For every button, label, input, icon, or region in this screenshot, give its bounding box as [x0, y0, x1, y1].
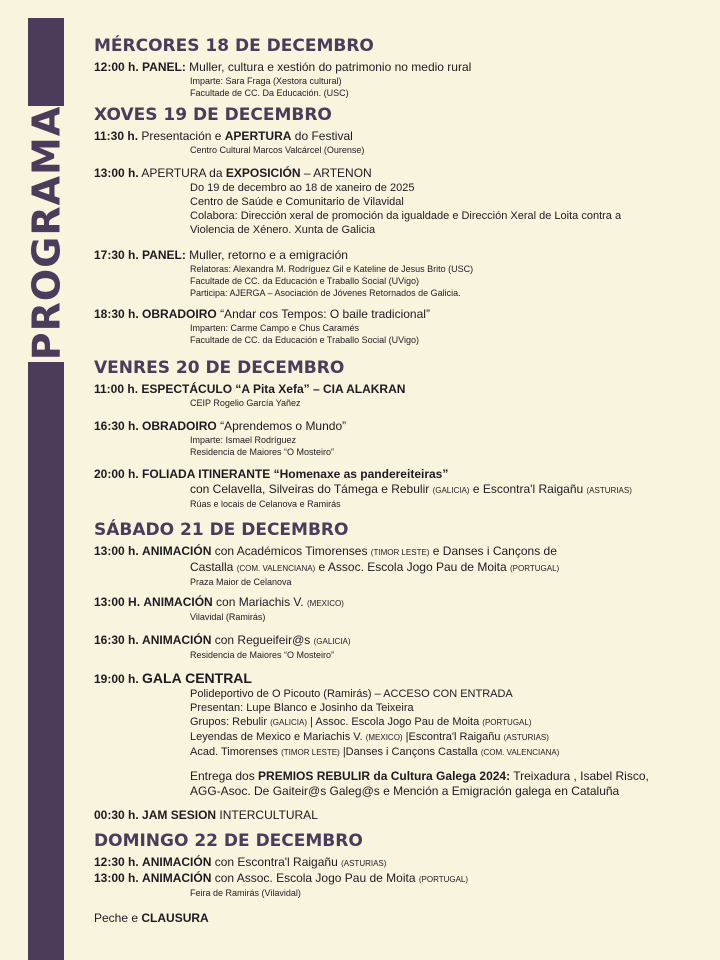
- region-tag: (COM. VALENCIANA): [236, 564, 316, 573]
- event-venue: Vilavidal (Ramirás): [190, 612, 266, 622]
- event-detail: Imparten: Carme Campo e Chus Caramés: [190, 323, 360, 333]
- event-detail: Do 19 de decembro ao 18 de xaneiro de 2025: [190, 182, 415, 194]
- event-time: 18:30 h.: [94, 307, 139, 321]
- day-heading-19: XOVES 19 DE DECEMBRO: [94, 105, 332, 125]
- event-time: 19:00 h.: [94, 672, 139, 686]
- event-detail: Centro de Saúde e Comunitario de Vilavidal: [190, 196, 404, 208]
- event-venue: Praza Maior de Celanova: [190, 577, 292, 587]
- text: Entrega dos: [190, 769, 259, 783]
- event-detail: Participa: AJERGA – Asociación de Jóvenes Retornados de Galicia.: [190, 288, 461, 298]
- text: |Escontra'l Raigañu: [402, 731, 504, 743]
- event-21-2: [94, 595, 704, 623]
- event-time: 20:00 h.: [94, 467, 139, 481]
- text: Leyendas de Mexico e Mariachis V.: [190, 731, 366, 743]
- event-venue: CEIP Rogelio García Yañez: [190, 398, 301, 408]
- event-time: 17:30 h.: [94, 248, 139, 262]
- text: Grupos: Rebulir: [190, 716, 271, 728]
- event-title: “Aprendemos o Mundo”: [220, 419, 347, 433]
- text: |Danses i Cançons Castalla: [339, 746, 481, 758]
- event-kind: PANEL:: [142, 60, 186, 74]
- event-time: 13:00 H.: [94, 595, 141, 609]
- event-kind: ANIMACIÓN: [143, 595, 213, 609]
- event-groups: [94, 715, 704, 730]
- event-time: 12:30 h.: [94, 855, 139, 869]
- region-tag: (ASTURIAS): [503, 733, 549, 742]
- event-time: 13:00 h.: [94, 871, 139, 885]
- closing-title: CLAUSURA: [141, 911, 209, 925]
- day-heading-21: SÁBADO 21 DE DECEMBRO: [94, 520, 349, 540]
- decorative-bar-top: [28, 18, 64, 106]
- event-time: 00:30 h.: [94, 808, 139, 822]
- text: | Assoc. Escola Jogo Pau de Moita: [307, 716, 483, 728]
- event-venue: Facultade de CC. da Educación e Traballo Social (UVigo): [190, 276, 419, 286]
- vertical-title: [20, 105, 72, 361]
- event-detail: [94, 482, 704, 498]
- text: con Celavella, Silveiras do Támega e Rebulir: [190, 482, 433, 496]
- event-venue: Residencia de Maiores “O Mosteiro”: [190, 447, 335, 457]
- event-time: 16:30 h.: [94, 633, 139, 647]
- event-title: – ARTENON: [303, 166, 372, 180]
- event-title: INTERCULTURAL: [219, 808, 318, 822]
- awards-title: PREMIOS REBULIR da Cultura Galega 2024:: [258, 769, 511, 783]
- event-kind: OBRADOIRO: [142, 419, 217, 433]
- event-kind: EXPOSICIÓN: [225, 166, 301, 180]
- event-time: 11:00 h.: [94, 382, 139, 396]
- event-title: do Festival: [294, 129, 353, 143]
- event-detail: Polideportivo de O Picouto (Ramirás) – ACCESO CON ENTRADA: [190, 688, 513, 700]
- event-title: con Regueifeir@s: [214, 633, 314, 647]
- event-venue: Feira de Ramirás (Vilavidal): [190, 888, 301, 898]
- region-tag: (PORTUGAL): [482, 718, 532, 727]
- event-title: con Escontra'l Raigañu: [214, 855, 342, 869]
- event-title: con Mariachis V.: [216, 595, 307, 609]
- event-20-2: [94, 419, 704, 458]
- region-tag: (TIMOR LESTE): [370, 548, 430, 557]
- event-title: Muller, cultura e xestión do patrimonio no medio rural: [189, 60, 472, 74]
- text: Treixadura , Isabel Risco,: [510, 769, 649, 783]
- region-tag: (ASTURIAS): [341, 859, 387, 868]
- text: Peche e: [94, 911, 142, 925]
- day-heading-22: DOMINGO 22 DE DECEMBRO: [94, 831, 363, 851]
- awards-line: AGG-Asoc. De Gaiteir@s Galeg@s e Mención a Emigración galega en Cataluña: [190, 784, 620, 798]
- event-detail: Colabora: Dirección xeral de promoción da igualdade e Dirección Xeral de Loita contra a: [190, 210, 622, 222]
- event-19-1: [94, 129, 704, 156]
- event-venue: Facultade de CC. da Educación e Traballo Social (UVigo): [190, 335, 419, 345]
- region-tag: (TIMOR LESTE): [281, 748, 340, 757]
- event-detail: Violencia de Xénero. Xunta de Galicia: [190, 224, 376, 236]
- region-tag: (COM. VALENCIANA): [480, 748, 560, 757]
- event-22-1: [94, 855, 704, 871]
- closing-line: [94, 911, 704, 926]
- text: e Escontra'l Raigañu: [469, 482, 587, 496]
- region-tag: (GALICIA): [270, 718, 307, 727]
- event-title: con Académicos Timorenses: [214, 544, 371, 558]
- event-time: 13:00 h.: [94, 166, 139, 180]
- event-detail: Imparte: Sara Fraga (Xestora cultural): [190, 76, 342, 86]
- event-kind: APERTURA: [224, 129, 292, 143]
- event-kind: GALA CENTRAL: [142, 670, 252, 686]
- region-tag: (GALICIA): [432, 486, 470, 495]
- programme-content: [94, 36, 704, 926]
- event-time: 12:00 h.: [94, 60, 139, 74]
- event-prefix: APERTURA da: [141, 166, 226, 180]
- event-detail: Presentan: Lupe Blanco e Josinho da Teixeira: [190, 702, 414, 714]
- event-kind: JAM SESION: [142, 808, 217, 822]
- event-kind: ANIMACIÓN: [142, 855, 212, 869]
- event-venue: Facultade de CC. Da Educación. (USC): [190, 88, 349, 98]
- region-tag: (PORTUGAL): [510, 564, 560, 573]
- event-21-4: [94, 671, 704, 799]
- event-kind: ANIMACIÓN: [142, 633, 212, 647]
- event-19-4: [94, 307, 704, 346]
- event-21-1: [94, 544, 704, 588]
- event-kind: FOLIADA ITINERANTE “Homenaxe as pandereiteiras”: [142, 467, 449, 481]
- event-title: Muller, retorno e a emigración: [189, 248, 348, 262]
- text: e Assoc. Escola Jogo Pau de Moita: [315, 560, 510, 574]
- event-18-1: [94, 60, 704, 99]
- event-19-3: [94, 248, 704, 299]
- event-20-1: [94, 382, 704, 409]
- event-kind: PANEL:: [142, 248, 186, 262]
- event-title: “Andar cos Tempos: O baile tradicional”: [220, 307, 430, 321]
- event-detail: Imparte: Ismael Rodríguez: [190, 435, 297, 445]
- event-kind: ANIMACIÓN: [142, 544, 212, 558]
- event-kind: ANIMACIÓN: [142, 871, 212, 885]
- event-kind: OBRADOIRO: [142, 307, 217, 321]
- event-prefix: Presentación e: [141, 129, 225, 143]
- day-heading-18: MÉRCORES 18 DE DECEMBRO: [94, 36, 374, 56]
- programa-title: PROGRAMA: [24, 105, 68, 361]
- event-venue: Centro Cultural Marcos Valcárcel (Ourense): [190, 145, 365, 155]
- day-heading-20: VENRES 20 DE DECEMBRO: [94, 358, 345, 378]
- event-time: 16:30 h.: [94, 419, 139, 433]
- event-venue: Residencia de Maiores “O Mosteiro”: [190, 650, 335, 660]
- event-21-3: [94, 633, 704, 661]
- region-tag: (MEXICO): [365, 733, 403, 742]
- region-tag: (GALICIA): [313, 637, 351, 646]
- awards-line: [94, 769, 704, 784]
- region-tag: (MEXICO): [306, 599, 344, 608]
- event-groups: [94, 730, 704, 745]
- text: Castalla: [190, 560, 237, 574]
- region-tag: (PORTUGAL): [418, 875, 469, 884]
- event-time: 13:00 h.: [94, 544, 139, 558]
- event-22-2: [94, 871, 704, 899]
- event-title: con Assoc. Escola Jogo Pau de Moita: [214, 871, 419, 885]
- event-19-2: [94, 166, 704, 237]
- text: Acad. Timorenses: [190, 746, 282, 758]
- event-21-5: [94, 808, 704, 823]
- event-title: e Danses i Cançons de: [429, 544, 557, 558]
- event-venue: Rúas e locais de Celanova e Ramirás: [190, 499, 341, 509]
- event-detail: [94, 560, 704, 576]
- event-time: 11:30 h.: [94, 129, 139, 143]
- decorative-bar-bottom: [28, 362, 64, 960]
- event-groups: [94, 745, 704, 760]
- region-tag: (ASTURIAS): [586, 486, 632, 495]
- event-kind: ESPECTÁCULO “A Pita Xefa” – CIA ALAKRAN: [141, 382, 406, 396]
- event-detail: Relatoras: Alexandra M. Rodríguez Gil e Kateline de Jesus Brito (USC): [190, 264, 474, 274]
- event-20-3: [94, 467, 704, 510]
